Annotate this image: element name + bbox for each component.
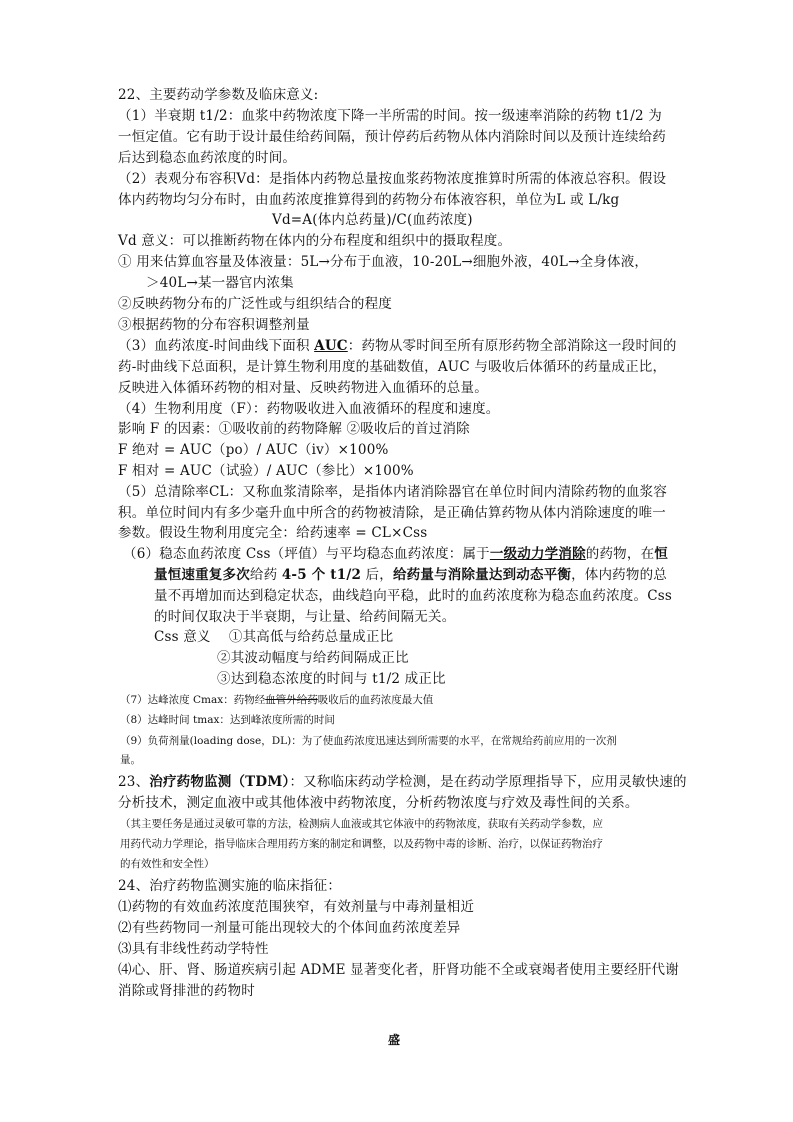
auc-line-2: 药-时曲线下总面积，是计算生物利用度的基础数值，AUC 与吸收后体循环的药量成正比，	[118, 359, 667, 375]
indication-4-cont: 消除或肾排泄的药物时	[118, 983, 255, 999]
tdm-note-2: 用药代动力学理论，指导临床合理用药方案的制定和调整，以及药物中毒的诊断、治疗，以保证药物治疗	[120, 838, 603, 850]
css-meaning-2: ②其波动幅度与给药间隔成正比	[217, 650, 409, 666]
section-23-text: ：又称临床药动学检测，是在药动学原理指导下，应用灵敏快速的	[289, 774, 687, 790]
tdm-term: 治疗药物监测（TDM）	[149, 774, 290, 790]
section-23-number: 23、	[118, 774, 150, 790]
cmax-line	[120, 693, 433, 708]
page-footer: 盛	[388, 1033, 401, 1047]
css-line-4: 的时间仅取决于半衰期，与让量、给药间隔无关。	[154, 609, 456, 625]
auc-term: AUC	[314, 338, 348, 354]
cmax-text-a: （7）达峰浓度 Cmax：药物经	[120, 694, 266, 706]
clearance-line-3: 参数。假设生物利用度完全：给药速率 = CL×Css	[118, 525, 428, 541]
bioavailability-relative: F 相对 = AUC（试验）/ AUC（参比）×100%	[118, 463, 414, 479]
vd-line-2: 体内药物均匀分布时，由血药浓度推算得到的药物分布体液容积，单位为L 或 L/kg	[118, 192, 620, 208]
auc-text-a: （3）血药浓度-时间曲线下面积	[118, 338, 315, 354]
section-22-title: 22、主要药动学参数及临床意义:	[118, 87, 319, 103]
css-text-f: ，体内药物的总	[571, 567, 667, 583]
bioavailability-line-2: 影响 F 的因素：①吸收前的药物降解 ②吸收后的首过消除	[118, 421, 470, 437]
vd-meaning: Vd 意义：可以推断药物在体内的分布程度和组织中的摄取程度。	[118, 233, 512, 249]
auc-text-b: ：药物从零时间至所有原形药物全部消除这一段时间的	[347, 338, 677, 354]
vd-item-2: ②反映药物分布的广泛性或与组织结合的程度	[118, 296, 392, 312]
css-bold-3: 量恒速重复多次	[154, 567, 250, 583]
css-line-1	[123, 545, 668, 564]
css-text-c: 的药物，在	[585, 546, 655, 562]
css-line-2	[154, 566, 667, 585]
section-23-line-1	[118, 773, 687, 792]
tdm-note-3: 的有效性和安全性）	[120, 858, 215, 870]
half-life-line-2: 一恒定值。它有助于设计最佳给药间隔，预计停药后药物从体内消除时间以及预计连续给药	[118, 129, 666, 145]
vd-item-3: ③根据药物的分布容积调整剂量	[118, 317, 310, 333]
vd-formula: Vd=A(体内总药量)/C(血药浓度)	[272, 212, 473, 228]
vd-item-1-cont: ＞40L→某一器官内浓集	[146, 275, 294, 291]
indication-1: ⑴药物的有效血药浓度范围狭窄，有效剂量与中毒剂量相近	[118, 899, 475, 915]
vd-line-1: （2）表观分布容积Vd：是指体内药物总量按血浆药物浓度推算时所需的体液总容积。假设	[118, 171, 667, 187]
loading-dose-line-1: （9）负荷剂量(loading dose，DL)：为了使血药浓度迅速达到所需要的水平，在常规给药前应用的一次剂	[120, 735, 617, 747]
indication-2: ⑵有些药物同一剂量可能出现较大的个体间血药浓度差异	[118, 920, 461, 936]
css-bold-1: 一级动力学消除	[489, 546, 586, 562]
tmax-line: （8）达峰时间 tmax：达到峰浓度所需的时间	[120, 714, 335, 726]
clearance-line-2: 积。单位时间内有多少毫升血中所含的药物被清除，是正确估算药物从体内消除速度的唯一	[118, 505, 666, 521]
clearance-line-1: （5）总清除率CL：又称血浆清除率，是指体内诸消除器官在单位时间内清除药物的血浆容	[118, 484, 668, 500]
half-life-line-1: （1）半衰期 t1/2：血浆中药物浓度下降一半所需的时间。按一级速率消除的药物 t1/2 为	[118, 108, 662, 124]
tdm-note-1: （其主要任务是通过灵敏可靠的方法，检测病人血液或其它体液中的药物浓度，获取有关药动学参数，应	[120, 818, 603, 830]
auc-line-3: 反映进入体循环药物的相对量、反映药物进入血循环的总量。	[118, 380, 488, 396]
section-24-title: 24、治疗药物监测实施的临床指征：	[118, 878, 342, 894]
bioavailability-absolute: F 绝对 = AUC（po）/ AUC（iv）×100%	[118, 442, 389, 458]
css-bold-5: 给药量与消除量达到动态平衡	[392, 567, 572, 583]
bioavailability-line-1: （4）生物利用度（F）：药物吸收进入血液循环的程度和速度。	[118, 401, 500, 417]
vd-item-1: ① 用来估算血容量及体液量：5L→分布于血液，10-20L→细胞外液，40L→全身体液，	[118, 254, 649, 270]
css-line-3: 量不再增加而达到稳定状态，曲线趋向平稳，此时的血药浓度称为稳态血药浓度。Css	[154, 588, 672, 604]
auc-line-1	[118, 337, 677, 356]
css-text-e: 后，	[361, 567, 393, 583]
half-life-line-3: 后达到稳态血药浓度的时间。	[118, 150, 297, 166]
css-bold-2: 恒	[654, 546, 668, 562]
css-text-a: （6）稳态血药浓度 Css（坪值）与平均稳态血药浓度：属于	[123, 546, 490, 562]
css-meaning-1: Css 意义 ①其高低与给药总量成正比	[154, 629, 394, 645]
cmax-struck-text: 血管外给药	[265, 694, 318, 706]
css-meaning-3: ③达到稳态浓度的时间与 t1/2 成正比	[217, 671, 446, 687]
section-23-line-2: 分析技术，测定血液中或其他体液中药物浓度，分析药物浓度与疗效及毒性间的关系。	[118, 795, 639, 811]
indication-3: ⑶具有非线性药动学特性	[118, 941, 269, 957]
cmax-text-b: 吸收后的血药浓度最大值	[317, 694, 434, 706]
indication-4: ⑷心、肝、肾、肠道疾病引起 ADME 显著变化者，肝肾功能不全或衰竭者使用主要经肝代谢	[118, 962, 679, 978]
loading-dose-line-2: 量。	[120, 754, 141, 766]
css-bold-4: 4-5 个 t1/2	[281, 567, 362, 583]
css-text-d: 给药	[249, 567, 282, 583]
